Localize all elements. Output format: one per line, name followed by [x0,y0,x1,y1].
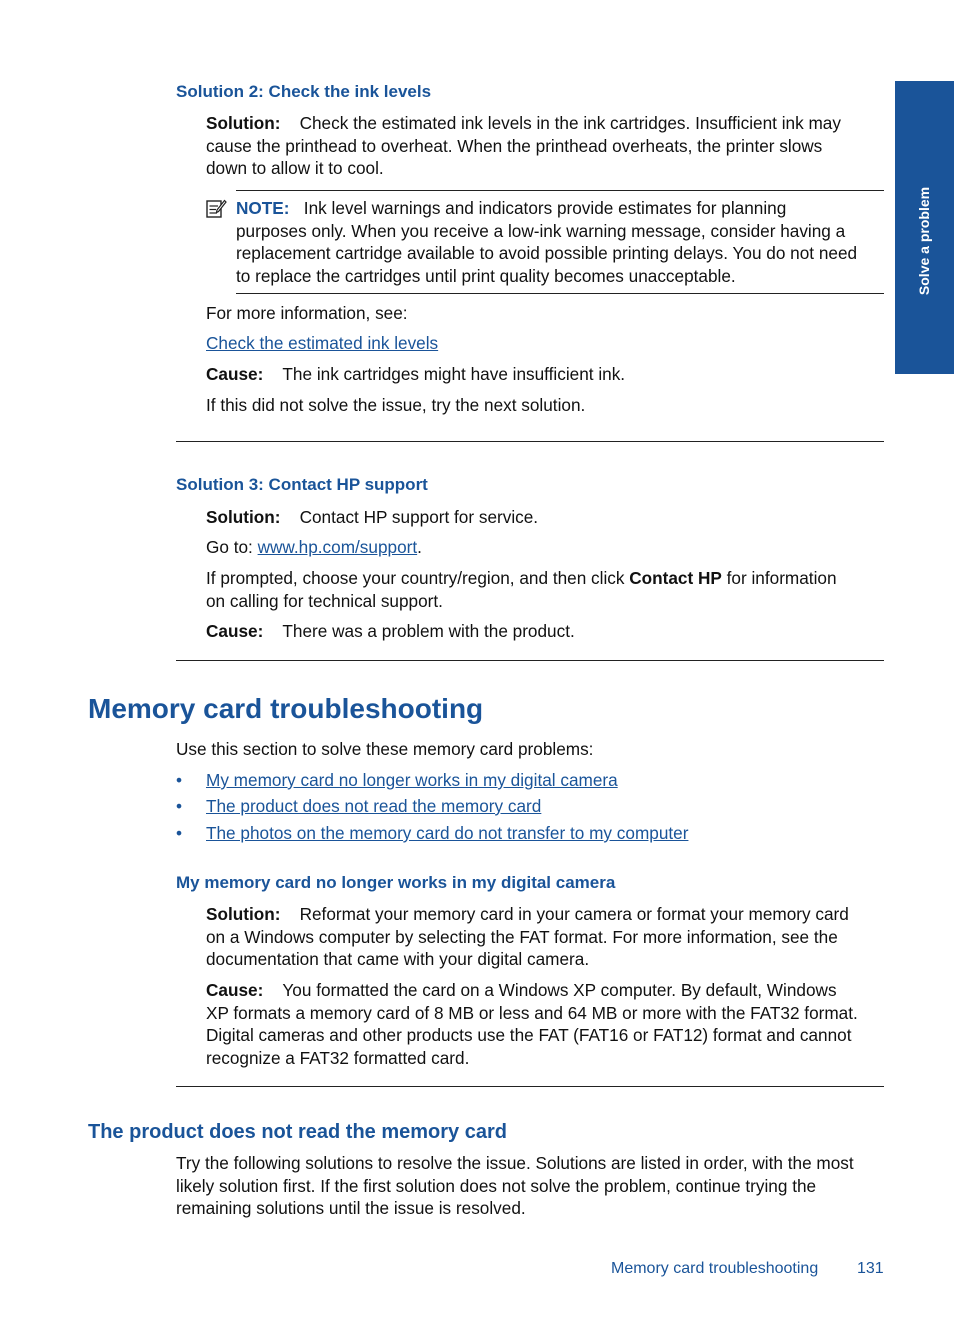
solution2-solution [206,112,886,180]
product-text: Try the following solutions to resolve the issue. Solutions are listed in order, with the most [176,1153,854,1173]
note-icon [205,197,227,219]
bullet-icon: • [176,796,183,816]
note-top-rule [236,190,884,191]
cause-text: The ink cartridges might have insufficient ink. [282,364,626,384]
prompt-line: on calling for technical support. [206,590,443,611]
cause-text: recognize a FAT32 formatted card. [206,1047,470,1068]
solution3-heading: Solution 3: Contact HP support [176,475,428,494]
contact-hp-label: Contact HP [629,568,722,588]
link-transfer-problem[interactable]: The photos on the memory card do not transfer to my computer [206,823,689,843]
link-read-problem[interactable]: The product does not read the memory card [206,796,542,816]
solution-text: cause the printhead to overheat. When the printhead overheats, the printer slows [206,135,823,156]
cause-label: Cause: [206,980,264,1000]
camera-cause [206,979,886,1069]
check-ink-levels-link[interactable]: Check the estimated ink levels [206,333,439,353]
side-tab [895,81,954,374]
footer-section: Memory card troubleshooting [611,1260,819,1277]
side-tab-label: Solve a problem [915,186,932,296]
product-heading: The product does not read the memory card [88,1121,507,1143]
solution-label: Solution: [206,904,281,924]
cause-text: XP formats a memory card of 8 MB or less and 64 MB or more with the FAT32 format. [206,1002,858,1023]
note-bottom-rule [236,293,884,294]
section-divider [176,441,884,442]
solution2-heading: Solution 2: Check the ink levels [176,82,432,101]
solution3-solution [206,506,886,529]
note-text: to replace the cartridges until print quality becomes unacceptable. [236,265,736,286]
solution-text: Reformat your memory card in your camera or format your memory card [299,904,849,924]
prompt-pre: If prompted, choose your country/region, and then click [206,568,630,588]
bullet-icon: • [176,770,183,790]
cause-label: Cause: [206,621,264,641]
goto-line [206,536,886,559]
cause-text: There was a problem with the product. [282,621,575,641]
solution-text: down to allow it to cool. [206,158,384,178]
camera-heading: My memory card no longer works in my digital camera [176,873,616,892]
next-solution-text: If this did not solve the issue, try the next solution. [206,395,586,415]
link-camera-problem[interactable]: My memory card no longer works in my digital camera [206,770,618,790]
goto-label: Go to: [206,537,258,557]
note-text: purposes only. When you receive a low-ink warning message, consider having a [236,220,846,241]
solution2-cause [206,363,886,386]
solution-label: Solution: [206,113,281,133]
cause-text: You formatted the card on a Windows XP computer. By default, Windows [282,980,837,1000]
solution-text: documentation that came with your digital camera. [206,949,590,969]
product-text: likely solution first. If the first solution does not solve the problem, continue trying the [176,1175,817,1196]
solution3-cause [206,620,886,643]
cause-text: Digital cameras and other products use the FAT (FAT16 or FAT12) format and cannot [206,1025,852,1045]
hp-support-link[interactable]: www.hp.com/support [257,537,418,557]
camera-solution [206,903,886,971]
page-title: Memory card troubleshooting [88,693,484,724]
solution-text: Contact HP support for service. [299,507,539,527]
prompt-text [206,567,886,612]
cause-label: Cause: [206,364,264,384]
prompt-post: for information [721,568,837,588]
more-info-text: For more information, see: [206,303,408,323]
note-text: replacement cartridge available to avoid possible printing delays. You do not need [236,243,858,263]
solution-text: on a Windows computer by selecting the FAT format. For more information, see the [206,926,838,947]
solution-label: Solution: [206,507,281,527]
memory-intro: Use this section to solve these memory card problems: [176,739,594,759]
goto-end: . [417,537,422,557]
note-block [236,197,886,287]
product-text: remaining solutions until the issue is resolved. [176,1198,526,1218]
section-divider [176,660,884,661]
page-number: 131 [857,1260,884,1277]
solution-text: Check the estimated ink levels in the ink cartridges. Insufficient ink may [299,113,841,133]
section-divider [176,1086,884,1087]
bullet-icon: • [176,823,183,843]
note-text: Ink level warnings and indicators provide estimates for planning [303,198,787,218]
note-label: NOTE: [236,198,290,218]
product-intro [176,1152,888,1220]
